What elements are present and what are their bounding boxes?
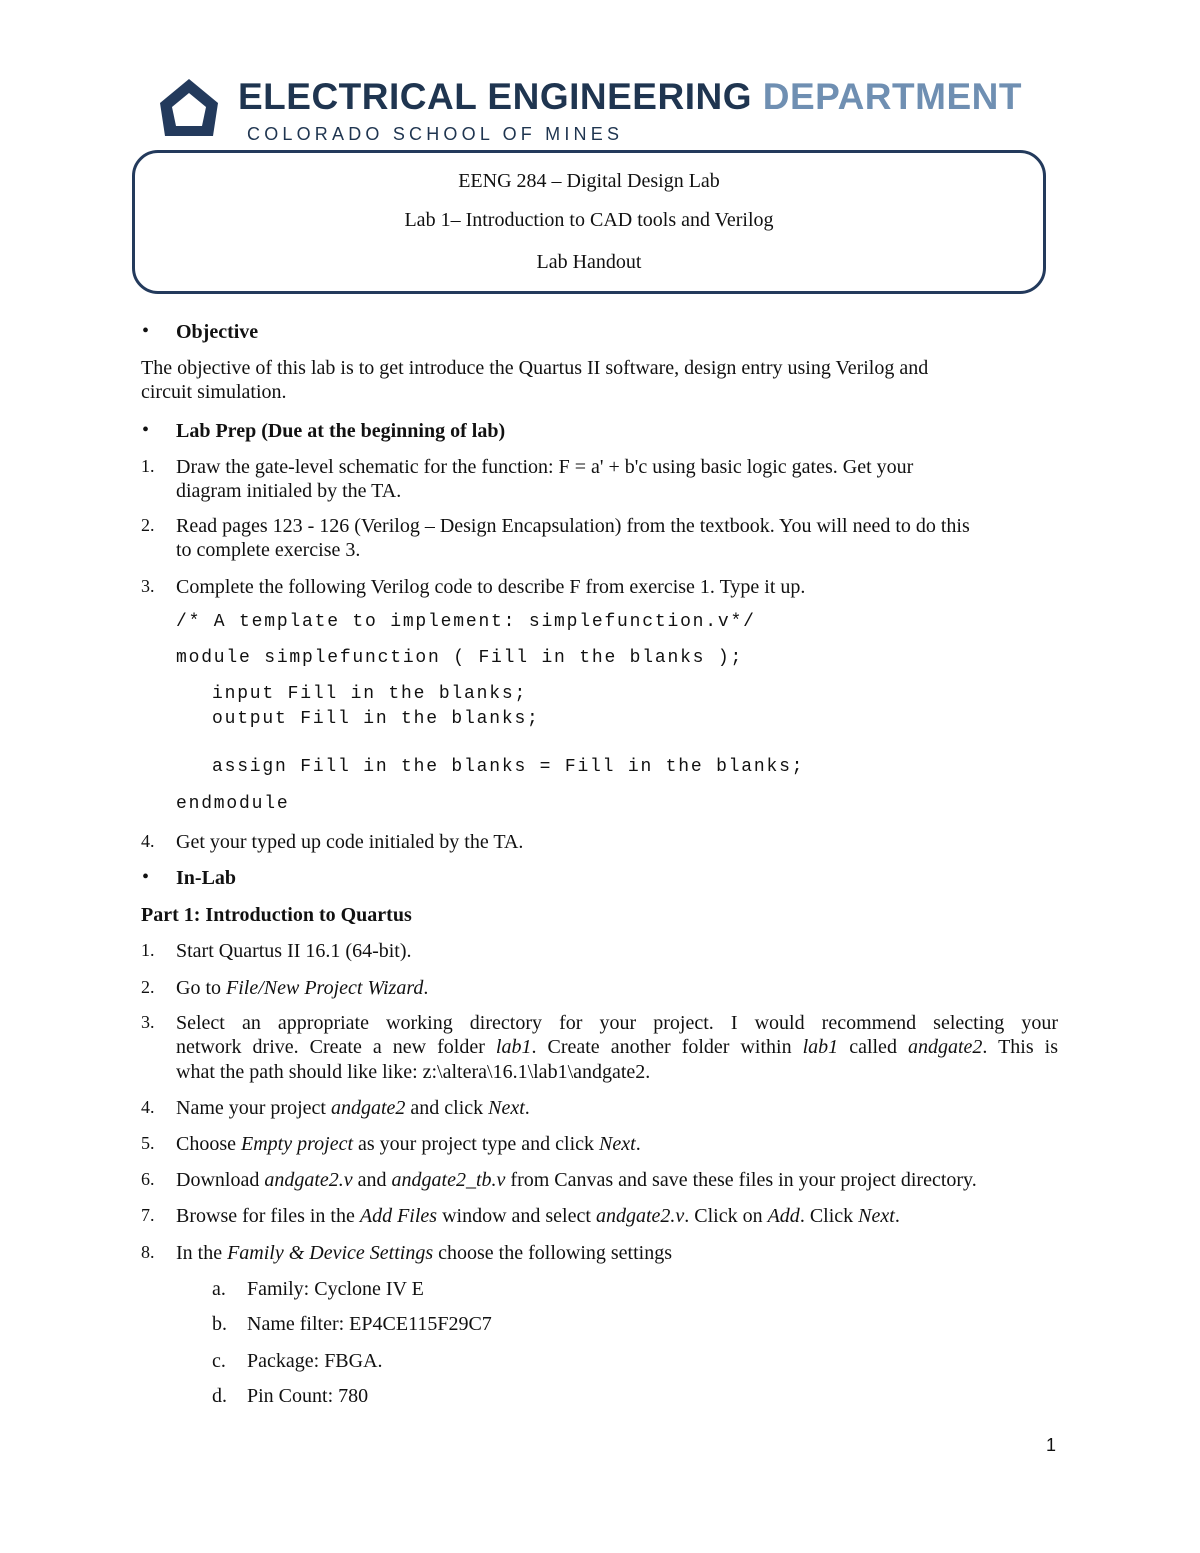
prep-item-text: Complete the following Verilog code to describe F from exercise 1. Type it up. xyxy=(176,576,806,598)
step-number: 4. xyxy=(141,1097,155,1117)
code-line: output Fill in the blanks; xyxy=(212,709,540,729)
setting-text: Package: FBGA. xyxy=(247,1350,383,1372)
doc-title: Lab Handout xyxy=(536,251,642,273)
step-number: 8. xyxy=(141,1242,155,1262)
step-text: In the Family & Device Settings choose the following settings xyxy=(176,1242,672,1264)
setting-letter: c. xyxy=(212,1350,226,1372)
inlab-heading: In-Lab xyxy=(176,867,237,889)
prep-item-text: to complete exercise 3. xyxy=(176,539,361,561)
bullet-icon: • xyxy=(142,419,150,441)
code-line: endmodule xyxy=(176,794,290,814)
setting-letter: b. xyxy=(212,1313,227,1335)
setting-text: Name filter: EP4CE115F29C7 xyxy=(247,1313,492,1335)
setting-text: Family: Cyclone IV E xyxy=(247,1278,424,1300)
setting-letter: d. xyxy=(212,1385,227,1407)
part1-heading: Part 1: Introduction to Quartus xyxy=(141,904,412,926)
step-text: Name your project andgate2 and click Next. xyxy=(176,1097,530,1119)
step-text: Start Quartus II 16.1 (64-bit). xyxy=(176,940,412,962)
course-title: EENG 284 – Digital Design Lab xyxy=(458,170,720,192)
code-line: module simplefunction ( Fill in the blanks ); xyxy=(176,648,744,668)
bullet-icon: • xyxy=(142,866,150,888)
objective-text-line1: The objective of this lab is to get introduce the Quartus II software, design entry using Verilog and xyxy=(141,357,929,379)
step-number: 1. xyxy=(141,940,155,960)
step-number: 2. xyxy=(141,977,155,997)
step-number: 5. xyxy=(141,1133,155,1153)
step-text: network drive. Create a new folder lab1. Create another folder within lab1 called andgate2. This is xyxy=(176,1036,1058,1058)
prep-item-text: Read pages 123 - 126 (Verilog – Design Encapsulation) from the textbook. You will need to do this xyxy=(176,515,970,537)
step-text: Download andgate2.v and andgate2_tb.v from Canvas and save these files in your project directory. xyxy=(176,1169,977,1191)
prep-item-text: Draw the gate-level schematic for the function: F = a' + b'c using basic logic gates. Get your xyxy=(176,456,914,478)
step-number: 3. xyxy=(141,1012,155,1032)
setting-letter: a. xyxy=(212,1278,226,1300)
header-title-dept: DEPARTMENT xyxy=(762,76,1022,117)
step-text: Select an appropriate working directory for your project. I would recommend selecting your xyxy=(176,1012,1058,1034)
step-number: 6. xyxy=(141,1169,155,1189)
objective-text-line2: circuit simulation. xyxy=(141,381,287,403)
step-text: Choose Empty project as your project type and click Next. xyxy=(176,1133,641,1155)
prep-item-text: diagram initialed by the TA. xyxy=(176,480,402,502)
code-line: input Fill in the blanks; xyxy=(212,684,528,704)
step-text: Go to File/New Project Wizard. xyxy=(176,977,429,999)
code-line: assign Fill in the blanks = Fill in the blanks; xyxy=(212,757,805,777)
bullet-icon: • xyxy=(142,320,150,342)
prep-item-number: 1. xyxy=(141,456,155,476)
header-subtitle: COLORADO SCHOOL OF MINES xyxy=(247,124,624,144)
step-text: Browse for files in the Add Files window and select andgate2.v. Click on Add. Click Next. xyxy=(176,1205,900,1227)
title-box xyxy=(132,150,1046,294)
prep-item-number: 2. xyxy=(141,515,155,535)
setting-text: Pin Count: 780 xyxy=(247,1385,369,1407)
step-text: what the path should like like: z:\altera\16.1\lab1\andgate2. xyxy=(176,1061,651,1083)
prep-item-text: Get your typed up code initialed by the TA. xyxy=(176,831,524,853)
step-number: 7. xyxy=(141,1205,155,1225)
lab-title: Lab 1– Introduction to CAD tools and Verilog xyxy=(404,209,774,231)
prep-heading: Lab Prep (Due at the beginning of lab) xyxy=(176,420,506,442)
prep-item-number: 4. xyxy=(141,831,155,851)
page-number: 1 xyxy=(1046,1435,1057,1455)
mines-logo-icon xyxy=(155,76,223,142)
objective-heading: Objective xyxy=(176,321,259,343)
prep-item-number: 3. xyxy=(141,576,155,596)
header-title: ELECTRICAL ENGINEERING DEPARTMENT xyxy=(238,76,1022,117)
code-line: /* A template to implement: simplefunction.v*/ xyxy=(176,612,756,632)
